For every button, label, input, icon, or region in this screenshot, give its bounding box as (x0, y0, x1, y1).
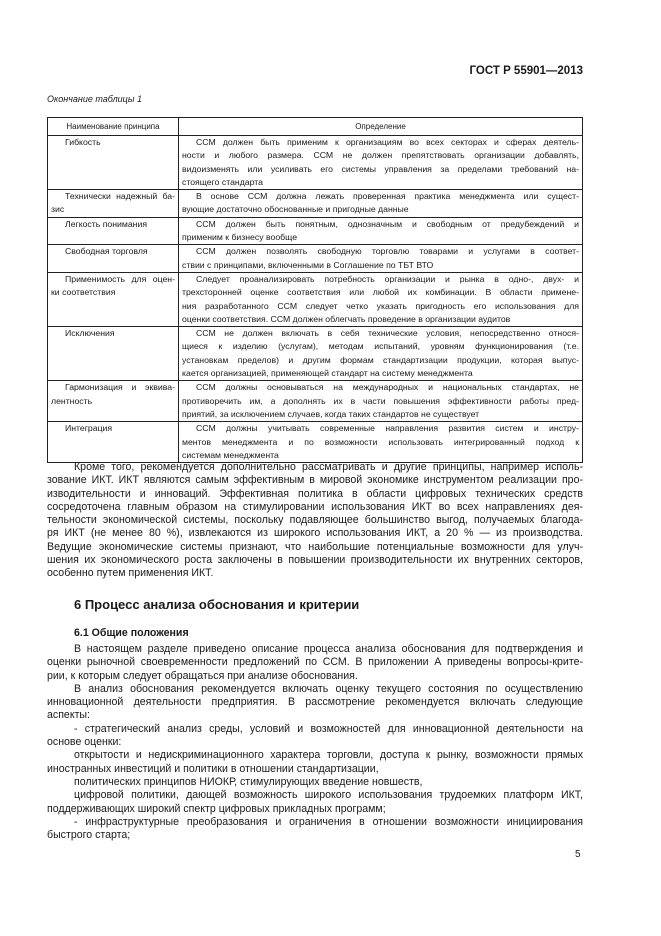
text-line: ССМ должны учитывать современные направления развития систем и инстру- (196, 423, 579, 434)
text-line: Гибкость (65, 137, 101, 147)
text-line: ния разработанного ССМ следует четко указать пригодность его использования для (182, 300, 579, 311)
text-line: приятий, за исключением случаев, когда таких стандартов не существует (182, 408, 480, 419)
text-line: политических принципов НИОКР, стимулирующих введение новшеств, (74, 775, 423, 788)
text-line: лентность (51, 395, 93, 406)
principle-name-cell (48, 272, 179, 326)
text-line: Интеграция (65, 423, 113, 434)
text-line: вующие достаточно обоснованные и пригодные данные (182, 204, 409, 215)
text-line: трехсторонней оценке соответствия или любой их комбинации. В области примене- (182, 287, 579, 298)
text-line: ря ИКТ (не менее 80 %), извлекаются из широкого использования ИКТ, а 20 % — из производства. (47, 527, 583, 540)
text-line: В анализ обоснования рекомендуется включать оценку текущего состояния по осуществлению (74, 682, 583, 695)
paragraph (47, 723, 583, 750)
principle-definition-cell (179, 422, 583, 463)
text-line: Гармонизация и эквива- (65, 382, 175, 393)
table-header-row (48, 118, 583, 136)
table-row (48, 381, 583, 422)
paragraph (47, 789, 583, 816)
table-row (48, 327, 583, 381)
principle-definition-cell (179, 381, 583, 422)
text-line: зис (51, 204, 65, 215)
paragraph-ict (47, 461, 583, 581)
principles-table (47, 117, 583, 463)
text-line: - стратегический анализ среды, условий и возможностей для инновационной деятельности на (74, 722, 583, 735)
text-line: Легкость понимания (65, 218, 148, 229)
principle-name-cell (48, 381, 179, 422)
text-line: аспекты: (47, 709, 90, 722)
text-line: применим к бизнесу вообще (182, 232, 298, 243)
text-line: открытости и недискриминационного характера торговли, доступа к рынку, возможности прямых (74, 749, 583, 762)
principle-definition-cell (179, 217, 583, 245)
principle-name-cell (48, 422, 179, 463)
paragraph (47, 816, 583, 843)
text-line: Кроме того, рекомендуется дополнительно рассматривать и другие принципы, например исполь- (74, 461, 583, 473)
text-line: Ведущие экономические системы признают, что наибольшие потенциальные возможности для улуч- (47, 540, 583, 553)
column-header-definition: Определение (179, 118, 583, 136)
text-line: стоящего стандарта (182, 176, 263, 187)
text-line: инновационной деятельности предприятия. В рассмотрение рекомендуется включать следующие (47, 696, 583, 709)
text-line: ССМ должны основываться на международных и национальных стандартах, не (196, 382, 579, 393)
text-line: системам менеджмента (182, 449, 279, 460)
principle-name-cell (48, 245, 179, 273)
text-line: кается организацией, применяющей стандарт на систему менеджмента (182, 368, 473, 379)
subsection-body (47, 643, 583, 842)
text-line: особенно путем применения ИКТ. (47, 567, 214, 580)
text-line: зование ИКТ. ИКТ являются самым эффективным в мировой экономике инструментом реализации про- (47, 474, 583, 487)
text-line: ССМ должен позволять свободную торговлю товарами и услугами в соответ- (196, 246, 579, 257)
column-header-name: Наименование принципа (48, 118, 179, 136)
text-line: быстрого старта; (47, 829, 131, 842)
text-line: Следует проанализировать потребность организации и рынка в одно-, двух- и (196, 273, 579, 284)
principle-name-cell (48, 136, 179, 190)
text-line: оценки рыночной своевременности предложений по ССМ. В приложении А приведены вопросы-крите- (47, 656, 583, 669)
text-line: поддерживающих широкий спектр цифровых прикладных программ; (47, 802, 386, 815)
text-line: цифровой политики, дающей возможность широкого использования трудоемких платформ ИКТ, (74, 789, 583, 802)
text-line: ССМ не должен включать в себя технические условия, непосредственно относя- (196, 328, 579, 339)
subsection-heading-6-1: 6.1 Общие положения (74, 627, 189, 639)
page-number: 5 (575, 849, 581, 860)
text-line: рии, к которым следует обращаться при анализе обоснования. (47, 669, 358, 682)
paragraph (47, 776, 583, 789)
text-line: тельности экономической системы, поскольку подавляющее большинство выгод, получаемых благода- (47, 514, 583, 527)
principle-definition-cell (179, 327, 583, 381)
table-row (48, 190, 583, 218)
principle-definition-cell (179, 190, 583, 218)
paragraph (47, 749, 583, 776)
principle-definition-cell (179, 245, 583, 273)
text-line: сосредоточена главным образом на стимулировании использования ИКТ во всех направлениях дея- (47, 500, 583, 513)
text-line: Исключения (65, 328, 115, 339)
document-id-header: ГОСТ Р 55901—2013 (469, 65, 583, 77)
text-line: щиеся к изделию (услугам), методам испытаний, уровням функционирования (т.е. (182, 341, 579, 352)
table-row (48, 272, 583, 326)
text-line: ментов менеджмента и по возможности использовать интегрированный подход к (182, 436, 579, 447)
text-line: ки соответствия (51, 287, 116, 298)
section-heading-6: 6 Процесс анализа обоснования и критерии (74, 597, 360, 612)
text-line: основе оценки: (47, 736, 122, 749)
principle-definition-cell (179, 272, 583, 326)
text-line: противоречить им, а дополнять их в части повышения эффективности работы пред- (182, 395, 579, 406)
text-line: изводительности и инноваций. Эффективная политика в области цифровых технических средств (47, 487, 583, 500)
principle-definition-cell (179, 136, 583, 190)
text-line: ствии с принципами, включенными в Соглашение по ТБТ ВТО (182, 259, 434, 270)
table-row (48, 422, 583, 463)
text-line: Технически надежный ба- (65, 191, 175, 202)
text-line: шения их экономического роста заключены в повышении производительности их внутренних секторов, (47, 554, 583, 567)
table-body (48, 136, 583, 463)
paragraph (47, 683, 583, 723)
text-line: В настоящем разделе приведено описание процесса анализа обоснования для подтверждения и (74, 643, 583, 655)
text-line: Применимость для оцен- (65, 273, 175, 284)
table-row (48, 217, 583, 245)
text-line: В основе ССМ должна лежать проверенная практика менеджмента или сущест- (196, 191, 579, 202)
paragraph (47, 643, 583, 683)
text-line: оценки соответствия. ССМ должен облегчать проведение в организации аудитов (182, 313, 511, 324)
text-line: ССМ должен быть применим к организациям во всех секторах и сферах деятель- (196, 137, 579, 147)
text-line: ССМ должен быть понятным, однозначным и свободным от предубеждений и (196, 218, 579, 229)
text-line: - инфраструктурные преобразования и ограничения в отношении возможности инициирования (74, 815, 583, 828)
principle-name-cell (48, 217, 179, 245)
table-row (48, 245, 583, 273)
text-line: видоизменять или усиливать его системы управления за пределами требований на- (182, 163, 579, 174)
text-line: Свободная торговля (65, 246, 148, 257)
text-line: установкам пределов) и другим формам стандартизации продукции, которая выпус- (182, 354, 579, 365)
text-line: иностранных инвестиций и политики в отношении стандартизации, (47, 762, 379, 775)
principle-name-cell (48, 190, 179, 218)
text-line: ности и любого размера. ССМ не должен препятствовать организации добавлять, (182, 150, 579, 161)
table-row (48, 136, 583, 190)
principle-name-cell (48, 327, 179, 381)
table-caption: Окончание таблицы 1 (47, 94, 142, 104)
